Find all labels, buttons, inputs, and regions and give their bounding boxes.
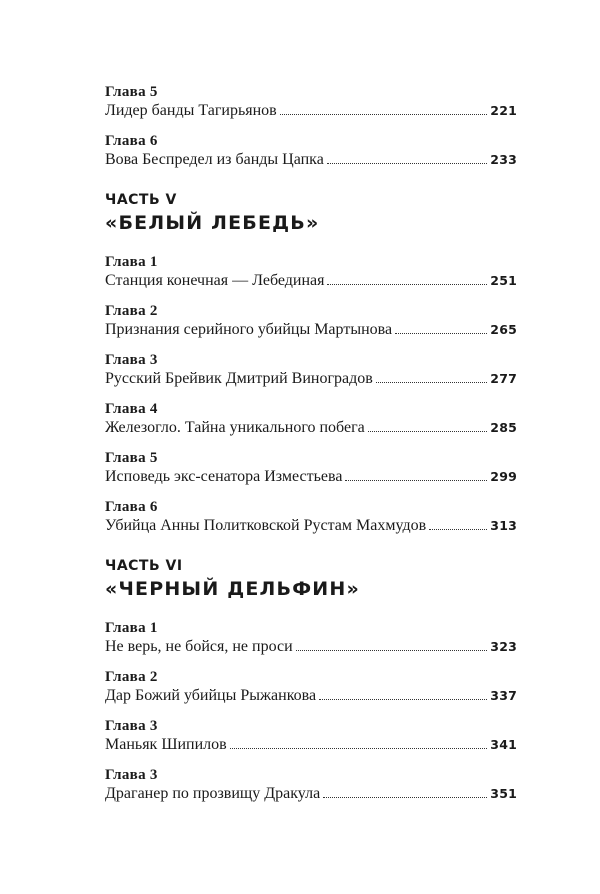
chapter-label: Глава 1 — [105, 620, 158, 636]
chapter-row — [105, 418, 517, 438]
dot-leader — [323, 797, 487, 798]
page-number: 341 — [490, 737, 517, 752]
chapter-label: Глава 5 — [105, 84, 158, 100]
table-of-contents — [105, 84, 517, 816]
chapter-title: Русский Брейвик Дмитрий Виноградов — [105, 370, 373, 387]
chapter-title: Исповедь экс-сенатора Изместьева — [105, 468, 343, 485]
page-number: 313 — [490, 518, 517, 533]
chapter-row — [105, 320, 517, 340]
chapter-row — [105, 467, 517, 487]
dot-leader — [376, 382, 487, 383]
chapter-label: Глава 5 — [105, 450, 158, 466]
dot-leader — [429, 529, 487, 530]
page-number: 351 — [490, 786, 517, 801]
part-5-section — [105, 190, 517, 536]
dot-leader — [296, 650, 488, 651]
chapter-row — [105, 686, 517, 706]
toc-entry[interactable] — [105, 133, 517, 170]
chapter-row — [105, 101, 517, 121]
chapter-title: Не верь, не бойся, не проси — [105, 638, 293, 655]
page-number: 221 — [490, 103, 517, 118]
page-number: 285 — [490, 420, 517, 435]
chapter-label: Глава 1 — [105, 254, 158, 270]
chapter-title: Драганер по прозвищу Дракула — [105, 785, 321, 802]
toc-entry[interactable] — [105, 254, 517, 291]
chapter-label: Глава 6 — [105, 133, 158, 149]
chapter-label: Глава 2 — [105, 669, 158, 685]
part-title: «БЕЛЫЙ ЛЕБЕДЬ» — [105, 212, 320, 234]
chapter-label: Глава 3 — [105, 352, 158, 368]
toc-entry[interactable] — [105, 352, 517, 389]
toc-entry[interactable] — [105, 669, 517, 706]
chapter-row — [105, 637, 517, 657]
chapter-row — [105, 735, 517, 755]
chapter-title: Дар Божий убийцы Рыжанкова — [105, 687, 317, 704]
chapter-label: Глава 2 — [105, 303, 158, 319]
chapter-row — [105, 784, 517, 804]
chapter-title: Лидер банды Тагирьянов — [105, 102, 277, 119]
chapter-title: Железогло. Тайна уникального побега — [105, 419, 365, 436]
toc-entry[interactable] — [105, 499, 517, 536]
part-6-section — [105, 556, 517, 804]
part-number: ЧАСТЬ VI — [105, 558, 183, 574]
part-header — [105, 190, 517, 236]
chapter-title: Вова Беспредел из банды Цапка — [105, 151, 324, 168]
chapter-label: Глава 3 — [105, 767, 158, 783]
dot-leader — [280, 114, 488, 115]
page-number: 265 — [490, 322, 517, 337]
chapter-title: Убийца Анны Политковской Рустам Махмудов — [105, 517, 427, 534]
chapter-row — [105, 271, 517, 291]
part-header — [105, 556, 517, 602]
dot-leader — [368, 431, 488, 432]
toc-entry[interactable] — [105, 450, 517, 487]
toc-entry[interactable] — [105, 84, 517, 121]
toc-entry[interactable] — [105, 401, 517, 438]
dot-leader — [345, 480, 487, 481]
continued-section — [105, 84, 517, 170]
dot-leader — [327, 163, 487, 164]
toc-entry[interactable] — [105, 767, 517, 804]
chapter-title: Признания серийного убийцы Мартынова — [105, 321, 393, 338]
page-number: 337 — [490, 688, 517, 703]
chapter-label: Глава 4 — [105, 401, 158, 417]
chapter-row — [105, 150, 517, 170]
part-number: ЧАСТЬ V — [105, 192, 177, 208]
part-title: «ЧЕРНЫЙ ДЕЛЬФИН» — [105, 578, 360, 600]
toc-entry[interactable] — [105, 620, 517, 657]
dot-leader — [319, 699, 487, 700]
page-number: 277 — [490, 371, 517, 386]
dot-leader — [327, 284, 487, 285]
page-number: 323 — [490, 639, 517, 654]
page-number: 251 — [490, 273, 517, 288]
chapter-row — [105, 516, 517, 536]
page-number: 299 — [490, 469, 517, 484]
chapter-title: Станция конечная — Лебединая — [105, 272, 325, 289]
chapter-label: Глава 3 — [105, 718, 158, 734]
chapter-title: Маньяк Шипилов — [105, 736, 227, 753]
chapter-label: Глава 6 — [105, 499, 158, 515]
toc-entry[interactable] — [105, 303, 517, 340]
toc-entry[interactable] — [105, 718, 517, 755]
dot-leader — [395, 333, 487, 334]
chapter-row — [105, 369, 517, 389]
dot-leader — [230, 748, 488, 749]
page-number: 233 — [490, 152, 517, 167]
